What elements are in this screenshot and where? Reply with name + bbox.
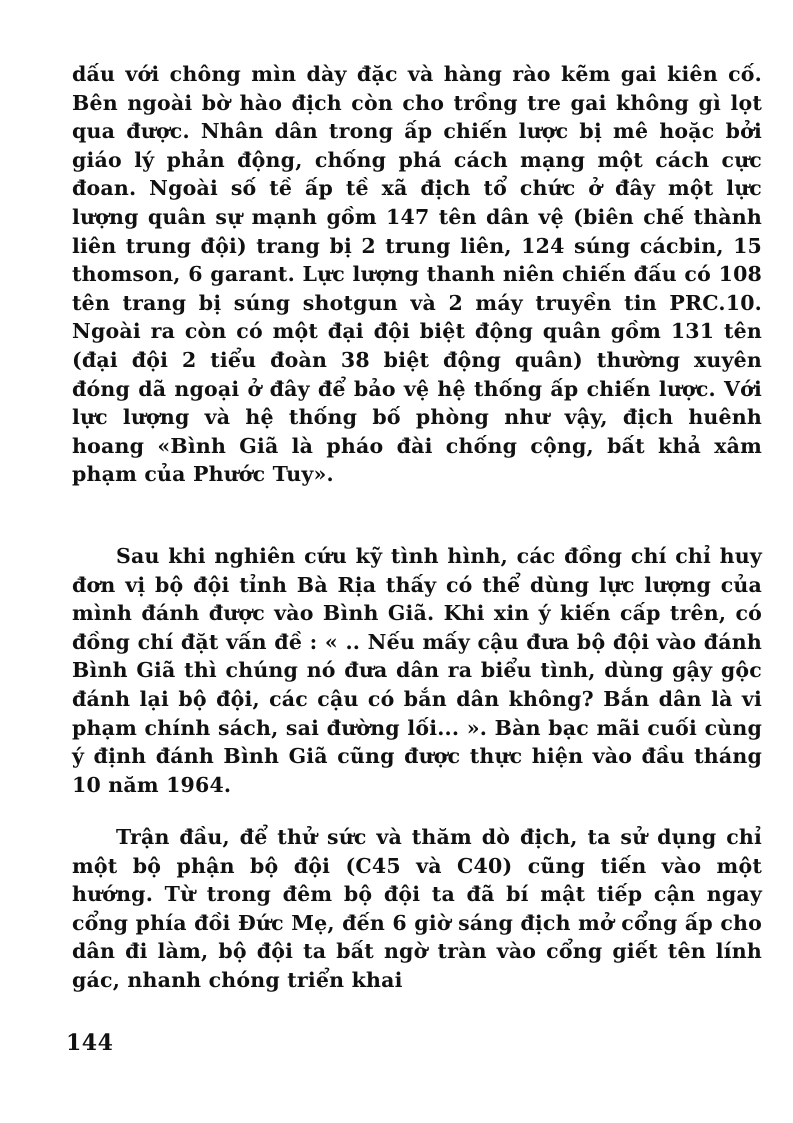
paragraph-3: Trận đầu, để thử sức và thăm dò địch, ta sử dụng chỉ một bộ phận bộ đội (C45 và C40) cũng tiến vào một hướng. Từ trong đêm bộ đội ta đã bí mật tiếp cận ngay cổng phía đồi Đức Mẹ, đến 6 giờ sáng địch mở cổng ấp cho dân đi làm, bộ đội ta bất ngờ tràn vào cổng giết tên lính gác, nhanh chóng triển khai <box>72 825 762 992</box>
paragraph-1: dấu với chông mìn dày đặc và hàng rào kẽm gai kiên cố. Bên ngoài bờ hào địch còn cho trồng tre gai không gì lọt qua được. Nhân dân trong ấp chiến lược bị mê hoặc bởi giáo lý phản động, chống phá cách mạng một cách cực đoan. Ngoài số tề ấp tề xã địch tổ chức ở đây một lực lượng quân sự mạnh gồm 147 tên dân vệ (biên chế thành liên trung đội) trang bị 2 trung liên, 124 súng cácbin, 15 thomson, 6 garant. Lực lượng thanh niên chiến đấu có 108 tên trang bị súng shotgun và 2 máy truyền tin PRC.10. Ngoài ra còn có một đại đội biệt động quân gồm 131 tên (đại đội 2 tiểu đoàn 38 biệt động quân) thường xuyên đóng dã ngoại ở đây để bảo vệ hệ thống ấp chiến lược. Với lực lượng và hệ thống bố phòng như vậy, địch huênh hoang «Bình Giã là pháo đài chống cộng, bất khả xâm phạm của Phước Tuy». <box>72 62 762 487</box>
paragraph-2: Sau khi nghiên cứu kỹ tình hình, các đồng chí chỉ huy đơn vị bộ đội tỉnh Bà Rịa thấy có thể dùng lực lượng của mình đánh được vào Bình Giã. Khi xin ý kiến cấp trên, có đồng chí đặt vấn đề : « .. Nếu mấy cậu đưa bộ đội vào đánh Bình Giã thì chúng nó đưa dân ra biểu tình, dùng gậy gộc đánh lại bộ đội, các cậu có bắn dân không? Bắn dân là vi phạm chính sách, sai đường lối... ». Bàn bạc mãi cuối cùng ý định đánh Bình Giã cũng được thực hiện vào đầu tháng 10 năm 1964. <box>72 544 762 797</box>
page-number: 144 <box>66 1030 114 1056</box>
